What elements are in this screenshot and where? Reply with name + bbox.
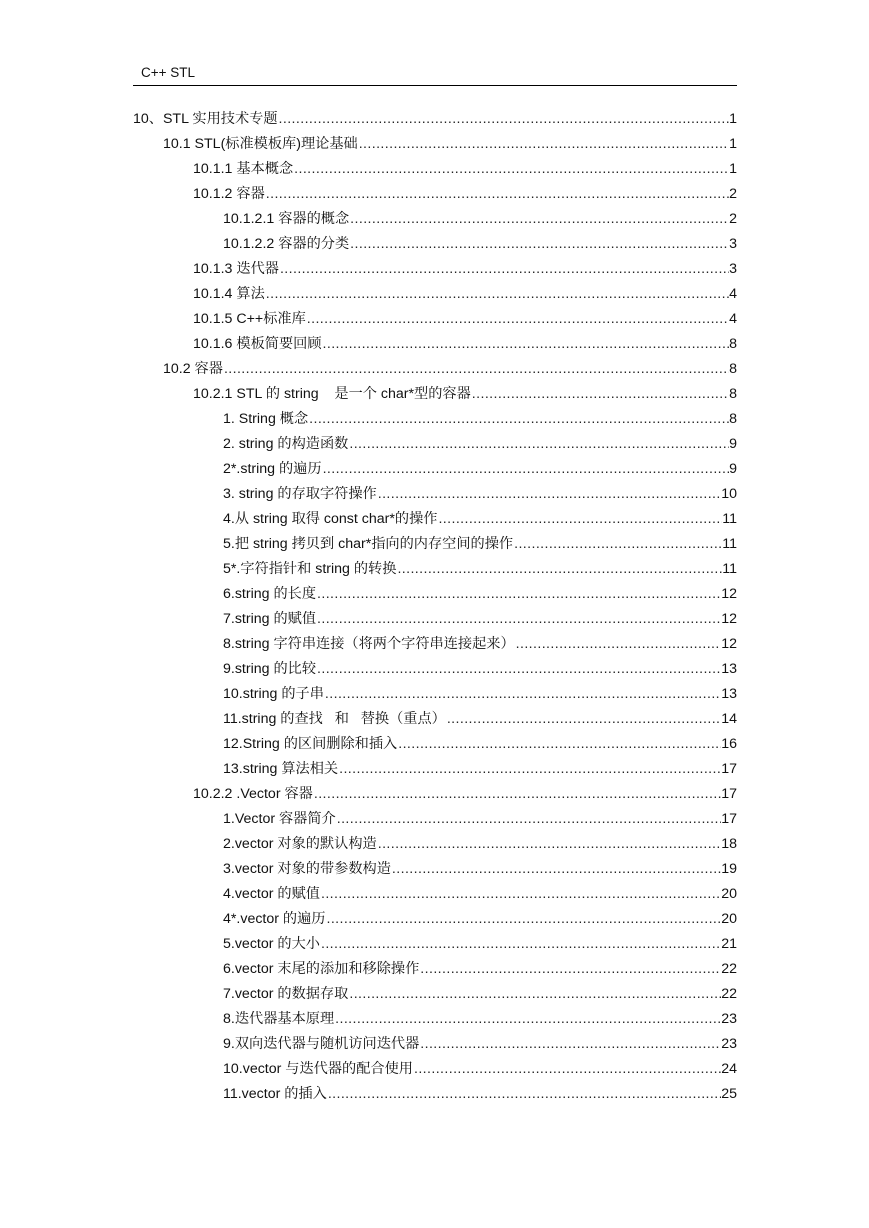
toc-entry-title: 2. string 的构造函数 [223,436,349,452]
toc-entry-page-number: 13 [721,661,737,677]
toc-entry-page-number: 1 [729,161,737,177]
toc-dot-leader [348,985,721,1003]
toc-dot-leader [437,510,722,528]
toc-entry-page-number: 10 [721,486,737,502]
toc-entry-title: 5.vector 的大小 [223,936,320,952]
toc-entry-page-number: 11 [722,536,737,552]
toc-entry-page-number: 24 [721,1061,737,1077]
toc-dot-leader [336,810,721,828]
toc-dot-leader [324,685,721,703]
toc-dot-leader [327,1085,721,1103]
toc-entry-page-number: 19 [721,861,737,877]
toc-entry-page-number: 12 [721,636,737,652]
toc-entry[interactable] [223,954,737,978]
toc-dot-leader [349,235,729,253]
toc-entry-page-number: 23 [721,1011,737,1027]
toc-entry-title: 10.1.3 迭代器 [193,261,279,277]
toc-entry[interactable] [223,904,737,928]
toc-dot-leader [338,760,721,778]
page-header [133,58,737,86]
toc-dot-leader [396,560,722,578]
toc-dot-leader [322,335,730,353]
toc-entry-page-number: 22 [721,986,737,1002]
toc-entry-page-number: 16 [721,736,737,752]
toc-entry[interactable] [223,554,737,578]
toc-entry-title: 10.1.5 C++标准库 [193,311,306,327]
toc-entry-page-number: 9 [729,436,737,452]
toc-entry-page-number: 12 [721,611,737,627]
toc-entry-title: 9.双向迭代器与随机访问迭代器 [223,1036,420,1052]
toc-dot-leader [306,310,729,328]
toc-dot-leader [348,435,729,453]
toc-entry[interactable] [223,654,737,678]
toc-dot-leader [320,885,721,903]
toc-entry[interactable] [223,879,737,903]
toc-entry-title: 6.string 的长度 [223,586,317,602]
toc-dot-leader [349,210,729,228]
toc-dot-leader [358,135,729,153]
toc-entry-title: 11.vector 的插入 [223,1086,327,1102]
toc-entry[interactable] [193,279,737,303]
toc-entry-page-number: 13 [721,686,737,702]
toc-entry-page-number: 8 [729,361,737,377]
toc-entry[interactable] [223,479,737,503]
toc-entry-title: 2.vector 对象的默认构造 [223,836,377,852]
toc-entry-page-number: 3 [729,261,737,277]
toc-entry-page-number: 17 [721,761,737,777]
toc-entry-title: 10.2.2 .Vector 容器 [193,786,313,802]
toc-entry[interactable] [223,1004,737,1028]
toc-entry-title: 10.1.6 模板简要回顾 [193,336,322,352]
toc-entry-page-number: 11 [722,561,737,577]
toc-entry[interactable] [223,1079,737,1103]
toc-entry[interactable] [223,504,737,528]
toc-entry-title: 10.string 的子串 [223,686,324,702]
toc-dot-leader [265,285,729,303]
toc-dot-leader [326,910,722,928]
toc-entry[interactable] [223,804,737,828]
toc-dot-leader [377,485,721,503]
toc-entry-page-number: 1 [729,111,737,127]
toc-entry[interactable] [193,304,737,328]
toc-entry-page-number: 2 [729,211,737,227]
toc-entry[interactable] [163,129,737,153]
header-title: C++ STL [141,65,196,80]
toc-dot-leader [446,710,721,728]
toc-dot-leader [313,785,721,803]
toc-dot-leader [316,660,721,678]
toc-entry[interactable] [223,854,737,878]
toc-dot-leader [513,535,722,553]
toc-dot-leader [471,385,729,403]
toc-entry[interactable] [223,679,737,703]
toc-entry-title: 8.迭代器基本原理 [223,1011,335,1027]
toc-entry-title: 8.string 字符串连接（将两个字符串连接起来） [223,636,515,652]
toc-entry[interactable] [193,154,737,178]
toc-entry[interactable] [163,354,737,378]
toc-dot-leader [279,260,729,278]
toc-entry[interactable] [223,1029,737,1053]
toc-entry[interactable] [223,204,737,228]
toc-entry-page-number: 20 [721,886,737,902]
toc-entry-title: 10.1.2 容器 [193,186,265,202]
toc-entry-title: 4.vector 的赋值 [223,886,320,902]
toc-entry[interactable] [193,179,737,203]
toc-entry-title: 4.从 string 取得 const char*的操作 [223,511,438,527]
toc-entry[interactable] [223,429,737,453]
toc-entry-title: 10.2.1 STL 的 string 是一个 char*型的容器 [193,386,471,402]
toc-entry-page-number: 21 [721,936,737,952]
toc-entry-title: 1. String 概念 [223,411,309,427]
toc-entry-title: 10.1 STL(标准模板库)理论基础 [163,136,358,152]
toc-entry[interactable] [223,1054,737,1078]
toc-entry[interactable] [193,329,737,353]
toc-entry-title: 10.1.1 基本概念 [193,161,294,177]
toc-entry-title: 5.把 string 拷贝到 char*指向的内存空间的操作 [223,536,514,552]
toc-entry-page-number: 17 [721,811,737,827]
toc-entry[interactable] [223,829,737,853]
toc-entry-title: 10.1.2.2 容器的分类 [223,236,350,252]
toc-entry-title: 9.string 的比较 [223,661,317,677]
toc-entry-title: 10、STL 实用技术专题 [133,111,278,127]
toc-entry-title: 1.Vector 容器简介 [223,811,336,827]
toc-dot-leader [419,960,721,978]
toc-dot-leader [397,735,721,753]
toc-entry-title: 13.string 算法相关 [223,761,339,777]
toc-entry[interactable] [223,929,737,953]
toc-dot-leader [265,185,729,203]
toc-entry[interactable] [223,729,737,753]
toc-entry-page-number: 2 [729,186,737,202]
toc-entry[interactable] [193,379,737,403]
toc-entry-page-number: 14 [721,711,737,727]
toc-entry-title: 7.string 的赋值 [223,611,317,627]
toc-entry-page-number: 11 [722,511,737,527]
toc-entry[interactable] [223,629,737,653]
toc-entry-title: 2*.string 的遍历 [223,461,322,477]
toc-entry[interactable] [223,404,737,428]
toc-entry-page-number: 9 [729,461,737,477]
toc-dot-leader [316,585,721,603]
toc-entry[interactable] [193,779,737,803]
toc-entry-title: 10.1.4 算法 [193,286,265,302]
toc-dot-leader [293,160,729,178]
toc-entry[interactable] [223,454,737,478]
toc-entry-page-number: 8 [729,336,737,352]
toc-dot-leader [419,1035,721,1053]
toc-entry-title: 5*.字符指针和 string 的转换 [223,561,397,577]
toc-entry-title: 4*.vector 的遍历 [223,911,326,927]
toc-dot-leader [223,360,729,378]
toc-entry-title: 10.1.2.1 容器的概念 [223,211,350,227]
toc-entry-page-number: 8 [729,386,737,402]
toc-entry[interactable] [223,229,737,253]
toc-entry[interactable] [193,254,737,278]
toc-entry-page-number: 18 [721,836,737,852]
toc-entry-title: 11.string 的查找 和 替换（重点） [223,711,446,727]
toc-entry-page-number: 17 [721,786,737,802]
toc-dot-leader [316,610,721,628]
toc-entry[interactable] [223,754,737,778]
toc-entry-title: 10.vector 与迭代器的配合使用 [223,1061,413,1077]
toc-dot-leader [391,860,721,878]
toc-entry[interactable] [223,979,737,1003]
toc-dot-leader [278,110,730,128]
toc-entry-page-number: 8 [729,411,737,427]
toc-dot-leader [320,935,721,953]
toc-entry[interactable] [223,604,737,628]
toc-dot-leader [334,1010,721,1028]
toc-entry-title: 7.vector 的数据存取 [223,986,349,1002]
toc-entry-title: 3.vector 对象的带参数构造 [223,861,391,877]
toc-entry[interactable] [223,579,737,603]
toc-entry-page-number: 20 [721,911,737,927]
toc-entry-title: 12.String 的区间删除和插入 [223,736,398,752]
toc-entry-title: 6.vector 末尾的添加和移除操作 [223,961,420,977]
toc-dot-leader [413,1060,721,1078]
toc-entry[interactable] [223,704,737,728]
toc-entry-title: 10.2 容器 [163,361,223,377]
toc-dot-leader [308,410,729,428]
toc-entry-page-number: 23 [721,1036,737,1052]
toc-entry-title: 3. string 的存取字符操作 [223,486,377,502]
toc-entry-page-number: 4 [729,286,737,302]
toc-entry-page-number: 4 [729,311,737,327]
toc-dot-leader [322,460,730,478]
toc-entry-page-number: 25 [721,1086,737,1102]
toc-dot-leader [515,635,722,653]
toc-dot-leader [377,835,721,853]
toc-entry-page-number: 12 [721,586,737,602]
toc-entry-page-number: 3 [729,236,737,252]
toc-entry[interactable] [133,104,737,128]
toc-entry[interactable] [223,529,737,553]
toc-entry-page-number: 22 [721,961,737,977]
toc-entry-page-number: 1 [729,136,737,152]
